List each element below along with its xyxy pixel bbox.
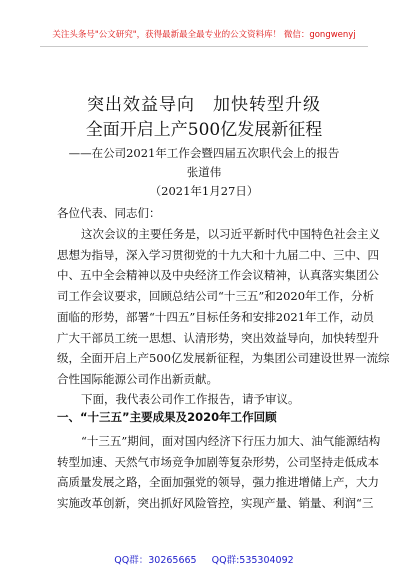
report-title-line-2: 全面开启上产500亿发展新征程	[85, 120, 323, 140]
footer-qq-group-2: QQ群:535304092	[211, 555, 294, 566]
report-subtitle: ——在公司2021年工作会暨四届五次职代会上的报告	[68, 146, 340, 160]
paragraph-2	[57, 389, 359, 410]
paragraph-1-line: 级，全面开启上产500亿发展新征程，为集团公司建设世界一流综	[57, 351, 390, 366]
paragraph-2-line: 下面，我代表公司作工作报告，请予审议。	[81, 392, 300, 406]
paragraph-1-line: 思想为指导，深入学习贯彻党的十九大和十九届二中、三中、四	[57, 247, 379, 262]
paragraph-3-line: 高质量发展之路，全面加强党的领导，强力推进增储上产，大力	[57, 475, 379, 490]
footer-qq-group-1: QQ群：30265665	[114, 555, 197, 566]
greeting: 各位代表、同志们：	[57, 206, 161, 220]
paragraph-1-line: 广大干部员工统一思想、认清形势，突出效益导向，加快转型升	[57, 330, 379, 345]
paragraph-3-line: “十三五”期间，面对国内经济下行压力加大、油气能源结构	[81, 434, 381, 448]
paragraph-1-line: 司工作会议要求，回顾总结公司“十三五”和2020年工作，分析	[57, 289, 375, 304]
paragraph-3	[57, 431, 381, 514]
footer	[0, 552, 408, 566]
paragraph-3-line: 实施改革创新，突出抓好风险管控，实现产量、销量、利润“三	[57, 496, 374, 511]
report-date: （2021年1月27日）	[149, 184, 259, 198]
report-author: 张道伟	[186, 165, 222, 179]
report-title-line-1: 突出效益导向 加快转型升级	[87, 95, 321, 115]
section-heading: 一、“十三五”主要成果及2020年工作回顾	[57, 410, 277, 424]
paragraph-1	[57, 224, 390, 390]
header-divider	[40, 46, 368, 47]
header-banner: 关注头条号"公文研究"，获得最新最全最专业的公文资料库！ 微信：gongwenyj	[52, 30, 356, 40]
paragraph-1-line: 中、五中全会精神以及中央经济工作会议精神，认真落实集团公	[57, 268, 379, 283]
paragraph-1-line: 这次会议的主要任务是，以习近平新时代中国特色社会主义	[81, 227, 380, 241]
paragraph-1-line: 合性国际能源公司作出新贡献。	[57, 371, 218, 386]
paragraph-3-line: 转型加速、天然气市场竞争加剧等复杂形势，公司坚持走低成本	[57, 454, 379, 469]
paragraph-1-line: 面临的形势，部署“十四五”目标任务和安排2021年工作，动员	[57, 309, 375, 324]
